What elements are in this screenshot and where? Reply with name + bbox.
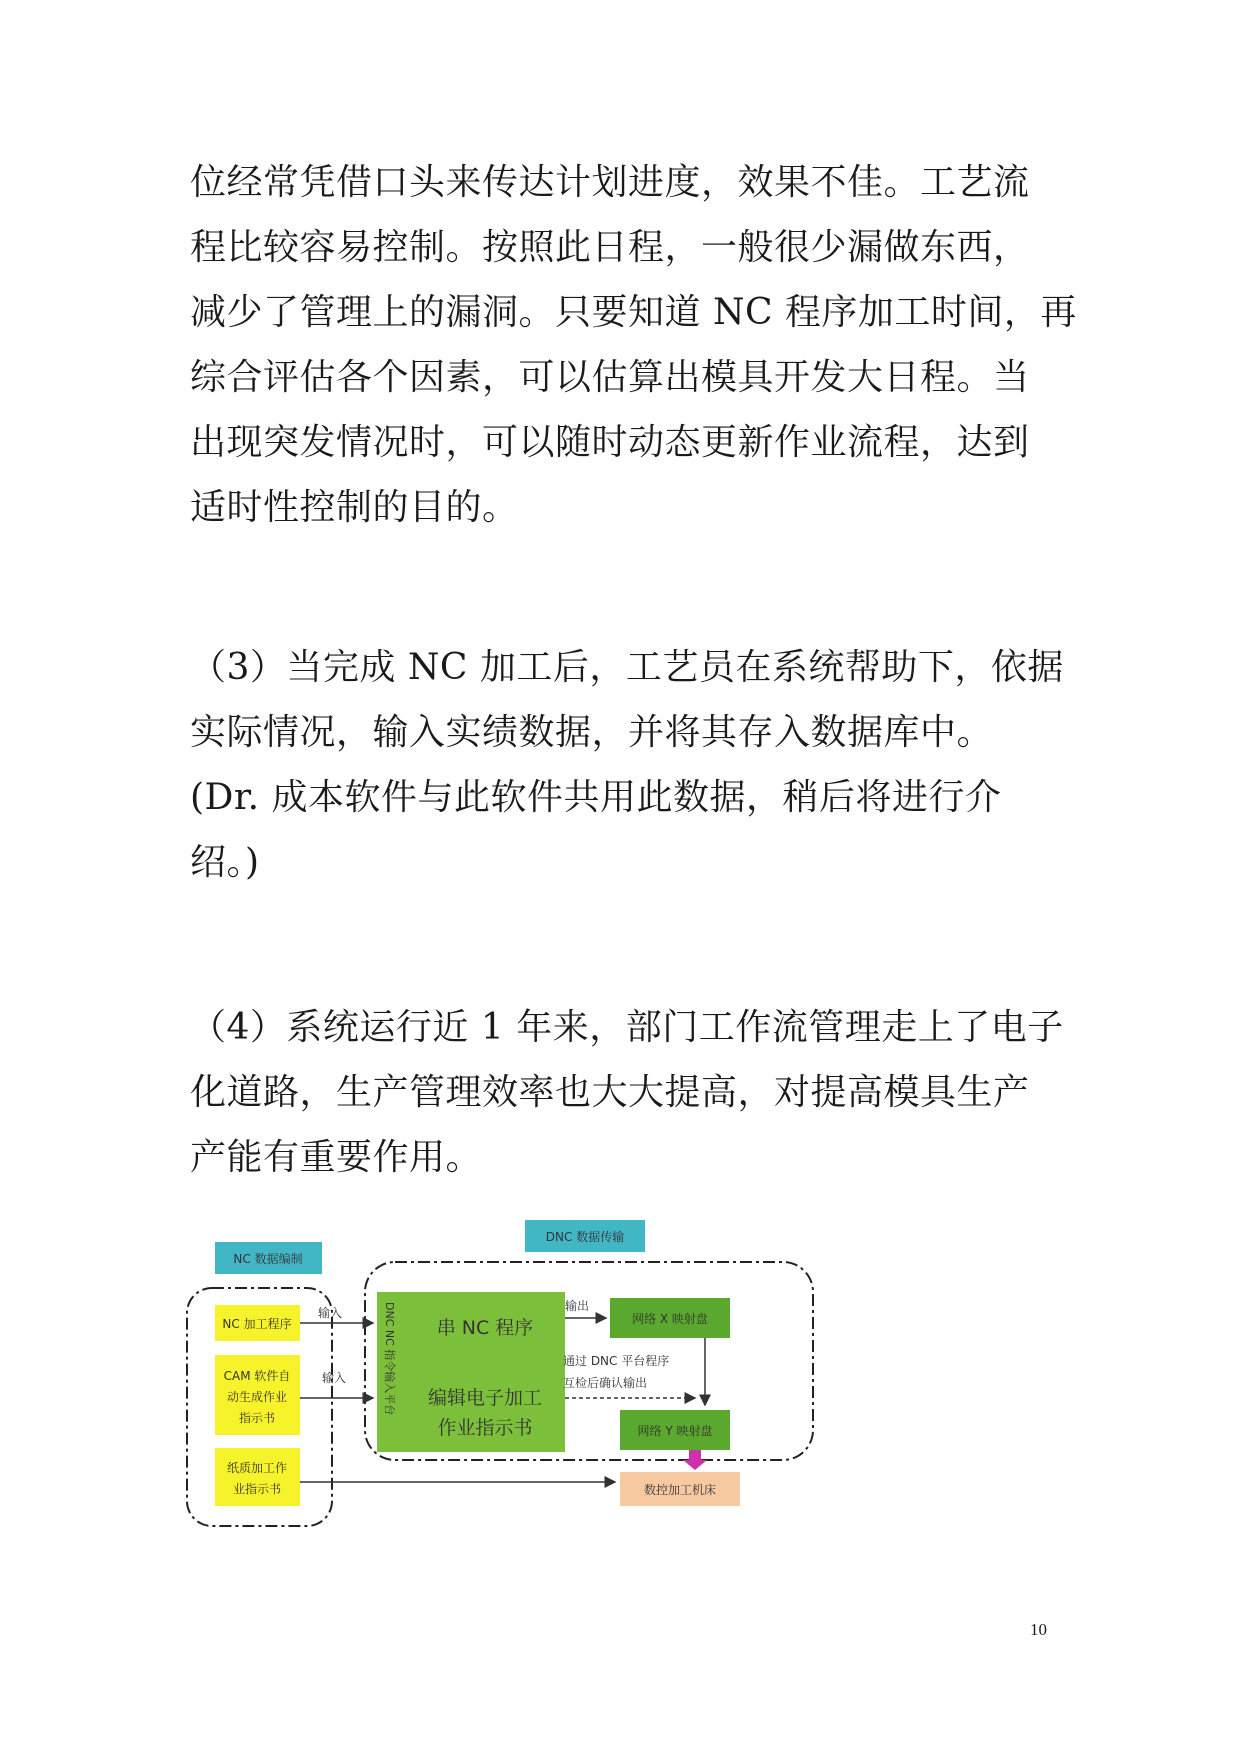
page-number: 10	[1030, 1620, 1047, 1639]
nc-program-label: NC 加工程序	[222, 1317, 292, 1331]
pink-down-arrow	[683, 1450, 707, 1470]
paragraph-1	[190, 150, 1077, 540]
input-label-2: 输入	[322, 1371, 347, 1385]
paragraph-line: 出现突发情况时，可以随时动态更新作业流程，达到	[190, 422, 1030, 463]
dnc-workflow-diagram	[185, 1220, 825, 1560]
paper-label-line: 纸质加工作	[226, 1461, 288, 1475]
center-line-serial-nc: 串 NC 程序	[436, 1317, 534, 1339]
cam-label-line: 指示书	[238, 1411, 276, 1425]
paragraph-line: 实际情况，输入实绩数据，并将其存入数据库中。	[190, 712, 994, 753]
paragraph-line: 程比较容易控制。按照此日程，一般很少漏做东西，	[190, 227, 1030, 268]
dnc-platform-label: DNC NC 指令输入平台	[383, 1302, 396, 1416]
paragraph-line: 绍。)	[190, 842, 260, 883]
paragraph-2	[190, 635, 1070, 895]
cnc-machine-label: 数控加工机床	[643, 1483, 717, 1497]
paper-box	[215, 1448, 300, 1506]
paragraph-line: (Dr. 成本软件与此软件共用此数据，稍后将进行介	[190, 777, 1002, 818]
paragraph-line: 产能有重要作用。	[190, 1137, 483, 1178]
paragraph-3	[190, 995, 1070, 1190]
paragraph-line: 位经常凭借口头来传达计划进度，效果不佳。工艺流	[190, 162, 1030, 203]
paragraph-line: 综合评估各个因素，可以估算出模具开发大日程。当	[190, 357, 1030, 398]
cam-label-line: 动生成作业	[226, 1390, 288, 1404]
paragraph-line: 适时性控制的目的。	[190, 487, 519, 528]
network-x-label: 网络 X 映射盘	[632, 1312, 708, 1326]
output-label: 输出	[565, 1299, 590, 1313]
paper-label-line: 业指示书	[232, 1482, 282, 1496]
title-nc-data: NC 数据编制	[233, 1252, 303, 1266]
network-y-label: 网络 Y 映射盘	[637, 1424, 713, 1438]
paragraph-line: （4）系统运行近 1 年来，部门工作流管理走上了电子	[190, 1007, 1064, 1048]
title-dnc-transfer: DNC 数据传输	[545, 1230, 625, 1244]
paragraph-line: 减少了管理上的漏洞。只要知道 NC 程序加工时间，再	[190, 292, 1077, 333]
input-label-1: 输入	[318, 1306, 343, 1320]
transfer-note-line: 互检后确认输出	[563, 1376, 648, 1390]
paragraph-line: 化道路，生产管理效率也大大提高，对提高模具生产	[190, 1072, 1030, 1113]
paragraph-line: （3）当完成 NC 加工后，工艺员在系统帮助下，依据	[190, 647, 1064, 688]
transfer-note-line: 通过 DNC 平台程序	[563, 1354, 670, 1368]
center-line-edit: 编辑电子加工	[427, 1387, 543, 1409]
center-line-instructions: 作业指示书	[437, 1417, 533, 1439]
cam-label-line: CAM 软件自	[223, 1369, 291, 1383]
